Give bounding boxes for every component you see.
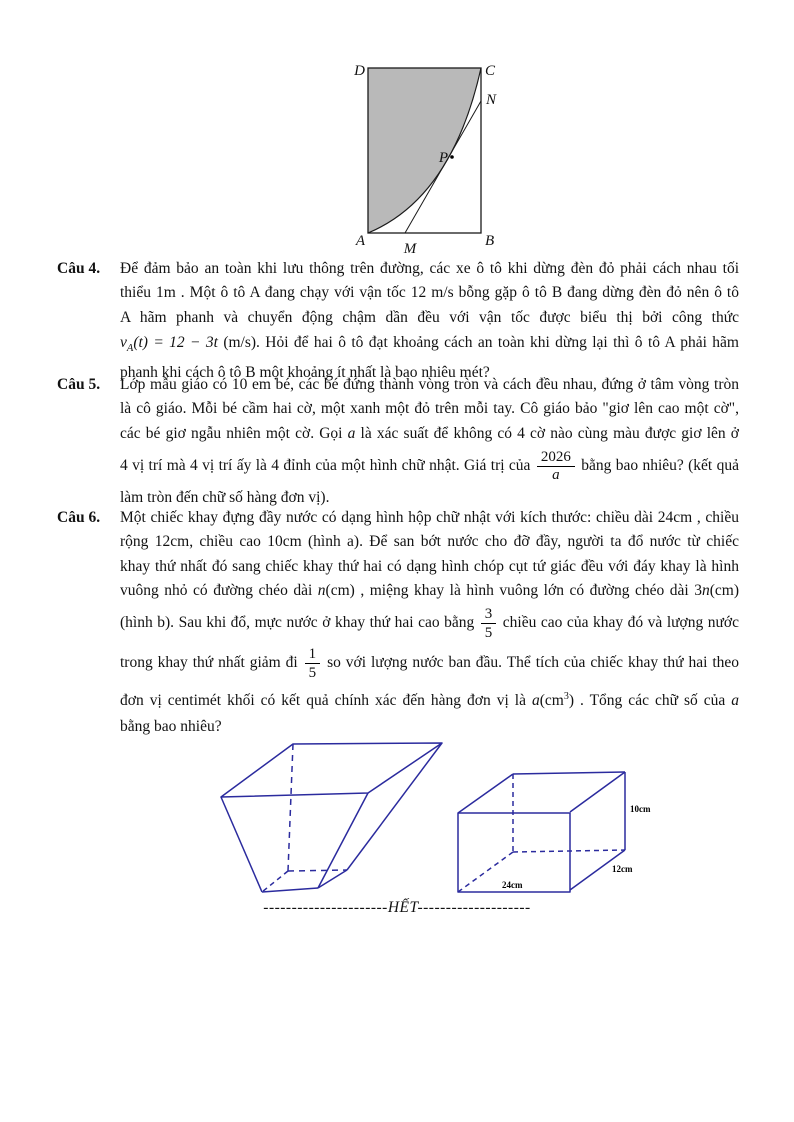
solids-figure xyxy=(180,733,670,903)
question-4 xyxy=(57,257,739,385)
question-6-body xyxy=(120,506,739,740)
box-depth-label: 12cm xyxy=(612,864,633,874)
frustum-front-right-edge xyxy=(318,793,368,888)
q4-line-4: $v_A(t) = 12 - 3t$ (m/s). Hỏi để hai ô tô đạt khoảng cách an toàn khi dừng lại thì ô tô A phải hãm xyxy=(120,333,739,354)
q4-line-1: Để đảm bảo an toàn khi lưu thông trên đường, các xe ô tô khi dừng đèn đỏ phải cách nhau tối xyxy=(120,260,739,277)
question-6 xyxy=(57,506,739,740)
box-figure xyxy=(458,772,625,892)
q6-line-4: vuông nhỏ có đường chéo dài n(cm) , miệng khay là hình vuông lớn có đường chéo dài 3n(cm) xyxy=(120,581,739,599)
q6-line-7: đơn vị centimét khối có kết quả chính xác đến hàng đơn vị là $a(cm^3)$ . Tổng các chữ số của a xyxy=(120,691,740,710)
frustum-figure xyxy=(221,743,442,892)
velocity-formula: $v_A(t) = 12 - 3t$ xyxy=(120,333,218,354)
fraction-2026-over-a: $\frac{2026}{a}$ xyxy=(537,449,575,483)
q4-line-3: A hãm phanh và chuyển động chậm dần đều với vận tốc được biểu thị bởi công thức xyxy=(120,308,739,326)
question-5-label: Câu 5. xyxy=(57,376,101,393)
box-height-label: 10cm xyxy=(630,804,651,814)
label-c: C xyxy=(485,63,496,79)
frustum-hidden-bottom-back-edge xyxy=(288,870,347,871)
box-width-label: 24cm xyxy=(502,880,523,890)
label-p: P xyxy=(438,150,448,166)
question-4-body xyxy=(120,257,739,385)
frustum-hidden-back-edge xyxy=(288,744,293,871)
q4-line-5: phanh khi cách ô tô B một khoảng ít nhất là bao nhiêu mét? xyxy=(120,363,490,381)
frustum-top-face xyxy=(221,743,442,797)
question-5-body xyxy=(120,373,739,510)
box-hidden-bottom-back-edge xyxy=(513,850,625,852)
fraction-1-over-5: $\frac{1}{5}$ xyxy=(305,646,321,680)
q6-line-2: rộng 12cm, chiều cao 10cm (hình a). Để san bớt nước cho đỡ đầy, người ta đổ nước từ chiếc xyxy=(120,533,739,551)
question-6-label: Câu 6. xyxy=(57,509,101,526)
frustum-left-edge xyxy=(221,797,262,892)
end-of-exam-marker: ----------------------HẾT-------------------- xyxy=(263,899,531,916)
label-a: A xyxy=(355,233,365,249)
q5-line-4: 4 vị trí mà 4 vị trí ấy là 4 đỉnh của một hình chữ nhật. Giá trị của $\frac{2026}{a}$ bằng bao nhiêu? (kết quả xyxy=(120,449,739,484)
question-5 xyxy=(57,373,739,510)
label-d: D xyxy=(354,63,365,79)
label-n: N xyxy=(486,92,497,108)
q5-line-2: là cô giáo. Mỗi bé cầm hai cờ, một xanh một đỏ trên mỗi tay. Cô giáo bảo "giơ lên cao một cờ", xyxy=(120,400,739,418)
q6-line-8: bằng bao nhiêu? xyxy=(120,718,222,736)
q5-line-3: các bé giơ ngẫu nhiên một cờ. Gọi a là xác suất để không có 4 cờ nào cùng màu được giơ lên ở xyxy=(120,424,740,442)
fraction-3-over-5: $\frac{3}{5}$ xyxy=(481,606,497,640)
label-b: B xyxy=(485,233,495,249)
q6-line-6: trong khay thứ nhất giảm đi $\frac{1}{5}$ so với lượng nước ban đầu. Thể tích của chiếc khay thứ hai theo xyxy=(120,646,740,681)
q5-line-5: làm tròn đến chữ số hàng đơn vị). xyxy=(120,488,330,506)
box-top-left-edge xyxy=(458,774,513,813)
q6-line-3: khay thứ nhất đó sang chiếc khay thứ hai có dạng hình chóp cụt tứ giác đều với đáy khay là hình xyxy=(120,557,739,575)
q4-line-2: thiểu 1m . Một ô tô A đang chạy với vận tốc 12 m/s bỗng gặp ô tô B đang dừng đèn đỏ nên ô tô xyxy=(120,284,739,302)
q6-line-1: Một chiếc khay đựng đầy nước có dạng hình hộp chữ nhật với kích thước: chiều dài 24cm , chiều xyxy=(120,509,739,526)
q6-line-5: (hình b). Sau khi đổ, mực nước ở khay thứ hai cao bằng $\frac{3}{5}$ chiều cao của khay đó và lượng nước xyxy=(120,606,739,641)
q5-line-1: Lớp mẫu giáo có 10 em bé, các bé đứng thành vòng tròn và cách đều nhau, đứng ở tâm vòng tròn xyxy=(120,376,739,393)
label-m: M xyxy=(403,241,417,257)
frustum-bottom-front-edge xyxy=(262,888,318,892)
box-top-right-edge xyxy=(570,772,625,812)
question-4-label: Câu 4. xyxy=(57,260,101,277)
frustum-hidden-bottom-left-edge xyxy=(262,871,288,892)
box-top-back-edge xyxy=(513,772,625,774)
